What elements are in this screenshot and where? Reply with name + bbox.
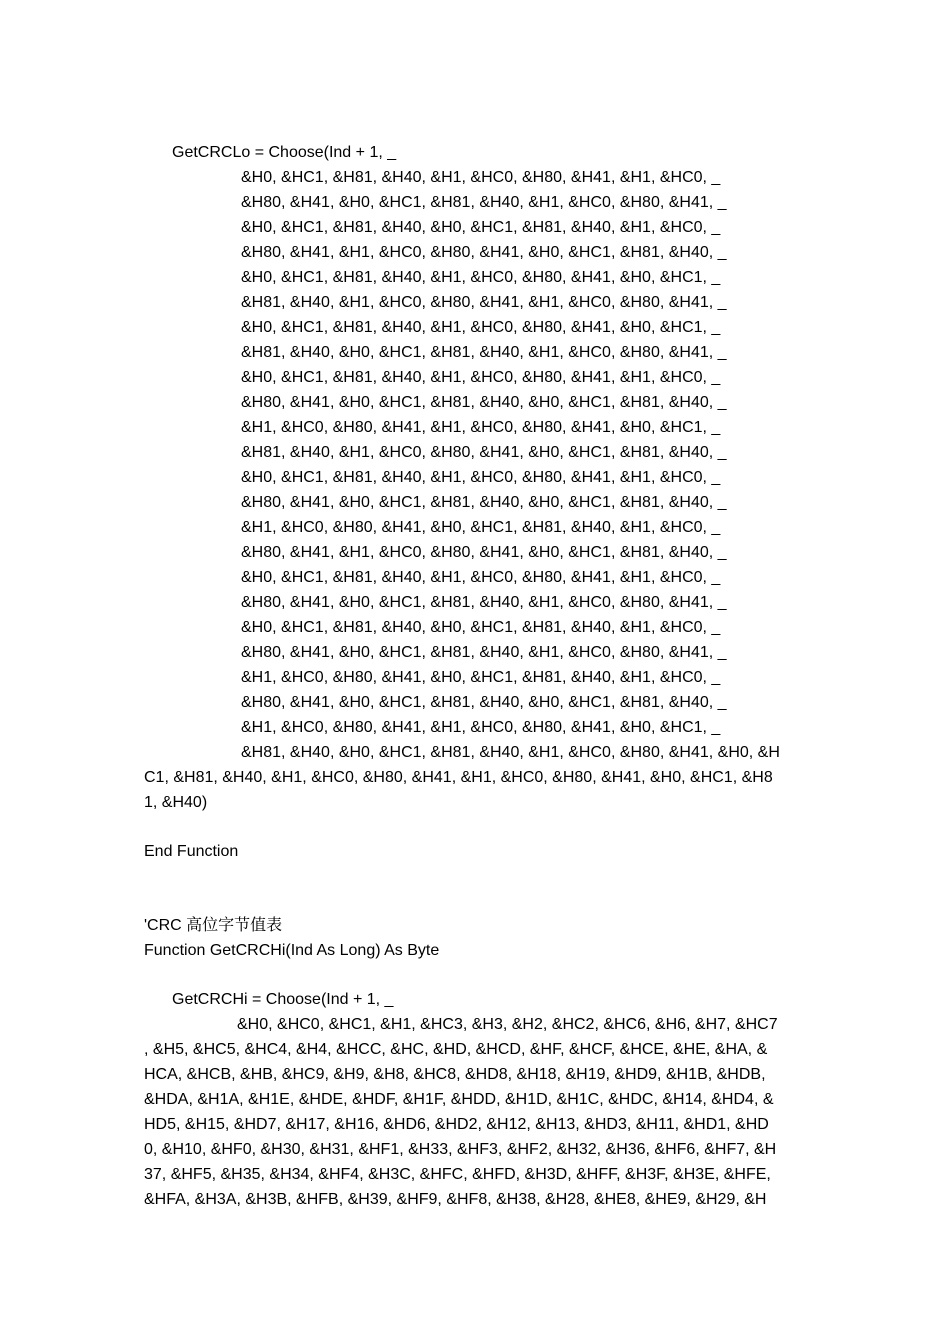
code-line-lo-wrap: 1, &H40) (144, 794, 208, 811)
code-line-lo-row: &H80, &H41, &H0, &HC1, &H81, &H40, &H0, &HC1, &H81, &H40, _ (241, 694, 727, 711)
code-line-lo-row: &H0, &HC1, &H81, &H40, &H1, &HC0, &H80, &H41, &H0, &HC1, _ (241, 319, 721, 336)
code-line-hi-header: GetCRCHi = Choose(Ind + 1, _ (172, 991, 394, 1008)
hi-comment-line: 'CRC 高位字节值表 (144, 917, 283, 934)
code-line-hi-wrap: &HFA, &H3A, &H3B, &HFB, &H39, &HF9, &HF8, &H38, &H28, &HE8, &HE9, &H29, &H (144, 1191, 767, 1208)
code-line-hi-wrap: 37, &HF5, &H35, &H34, &HF4, &H3C, &HFC, &HFD, &H3D, &HFF, &H3F, &H3E, &HFE, (144, 1166, 771, 1183)
code-line-lo-row: &H0, &HC1, &H81, &H40, &H0, &HC1, &H81, &H40, &H1, &HC0, _ (241, 619, 721, 636)
code-line-lo-row: &H80, &H41, &H0, &HC1, &H81, &H40, &H1, &HC0, &H80, &H41, _ (241, 194, 727, 211)
code-line-lo-row: &H0, &HC1, &H81, &H40, &H1, &HC0, &H80, &H41, &H0, &HC1, _ (241, 269, 721, 286)
code-line-lo-row: &H80, &H41, &H0, &HC1, &H81, &H40, &H0, &HC1, &H81, &H40, _ (241, 494, 727, 511)
code-line-lo-row: &H81, &H40, &H1, &HC0, &H80, &H41, &H1, &HC0, &H80, &H41, _ (241, 294, 727, 311)
code-line-lo-row: &H81, &H40, &H1, &HC0, &H80, &H41, &H0, &HC1, &H81, &H40, _ (241, 444, 727, 461)
hi-signature-line: Function GetCRCHi(Ind As Long) As Byte (144, 942, 440, 959)
code-line-lo-row: &H81, &H40, &H0, &HC1, &H81, &H40, &H1, &HC0, &H80, &H41, _ (241, 344, 727, 361)
code-line-hi-wrap: HD5, &H15, &HD7, &H17, &H16, &HD6, &HD2, &H12, &H13, &HD3, &H11, &HD1, &HD (144, 1116, 769, 1133)
code-line-lo-row: &H1, &HC0, &H80, &H41, &H1, &HC0, &H80, &H41, &H0, &HC1, _ (241, 719, 721, 736)
code-line-lo-row: &H1, &HC0, &H80, &H41, &H0, &HC1, &H81, &H40, &H1, &HC0, _ (241, 519, 721, 536)
code-line-lo-row: &H0, &HC1, &H81, &H40, &H1, &HC0, &H80, &H41, &H1, &HC0, _ (241, 369, 721, 386)
code-line-hi-wrap: 0, &H10, &HF0, &H30, &H31, &HF1, &H33, &HF3, &HF2, &H32, &H36, &HF6, &HF7, &H (144, 1141, 777, 1158)
code-line-lo-row: &H0, &HC1, &H81, &H40, &H1, &HC0, &H80, &H41, &H1, &HC0, _ (241, 169, 721, 186)
code-line-lo-row: &H0, &HC1, &H81, &H40, &H1, &HC0, &H80, &H41, &H1, &HC0, _ (241, 469, 721, 486)
code-line-lo-row: &H0, &HC1, &H81, &H40, &H1, &HC0, &H80, &H41, &H1, &HC0, _ (241, 569, 721, 586)
code-line-lo-row: &H81, &H40, &H0, &HC1, &H81, &H40, &H1, &HC0, &H80, &H41, &H0, &H (241, 744, 780, 761)
code-line-hi-wrap: HCA, &HCB, &HB, &HC9, &H9, &H8, &HC8, &HD8, &H18, &H19, &HD9, &H1B, &HDB, (144, 1066, 766, 1083)
code-line-lo-row: &H1, &HC0, &H80, &H41, &H0, &HC1, &H81, &H40, &H1, &HC0, _ (241, 669, 721, 686)
code-line-lo-row: &H80, &H41, &H1, &HC0, &H80, &H41, &H0, &HC1, &H81, &H40, _ (241, 244, 727, 261)
code-line-lo-row: &H80, &H41, &H0, &HC1, &H81, &H40, &H0, &HC1, &H81, &H40, _ (241, 394, 727, 411)
code-line-lo-row: &H1, &HC0, &H80, &H41, &H1, &HC0, &H80, &H41, &H0, &HC1, _ (241, 419, 721, 436)
code-line-lo-header: GetCRCLo = Choose(Ind + 1, _ (172, 144, 397, 161)
code-line-lo-row: &H80, &H41, &H1, &HC0, &H80, &H41, &H0, &HC1, &H81, &H40, _ (241, 544, 727, 561)
code-line-lo-wrap: C1, &H81, &H40, &H1, &HC0, &H80, &H41, &H1, &HC0, &H80, &H41, &H0, &HC1, &H8 (144, 769, 773, 786)
end-function-line: End Function (144, 843, 239, 860)
code-line-lo-row: &H0, &HC1, &H81, &H40, &H0, &HC1, &H81, &H40, &H1, &HC0, _ (241, 219, 721, 236)
code-line-hi-wrap: &HDA, &H1A, &H1E, &HDE, &HDF, &H1F, &HDD, &H1D, &H1C, &HDC, &H14, &HD4, & (144, 1091, 774, 1108)
code-line-hi-wrap: , &H5, &HC5, &HC4, &H4, &HCC, &HC, &HD, &HCD, &HF, &HCF, &HCE, &HE, &HA, & (144, 1041, 768, 1058)
code-line-lo-row: &H80, &H41, &H0, &HC1, &H81, &H40, &H1, &HC0, &H80, &H41, _ (241, 644, 727, 661)
code-line-lo-row: &H80, &H41, &H0, &HC1, &H81, &H40, &H1, &HC0, &H80, &H41, _ (241, 594, 727, 611)
code-line-hi-row: &H0, &HC0, &HC1, &H1, &HC3, &H3, &H2, &HC2, &HC6, &H6, &H7, &HC7 (237, 1016, 778, 1033)
